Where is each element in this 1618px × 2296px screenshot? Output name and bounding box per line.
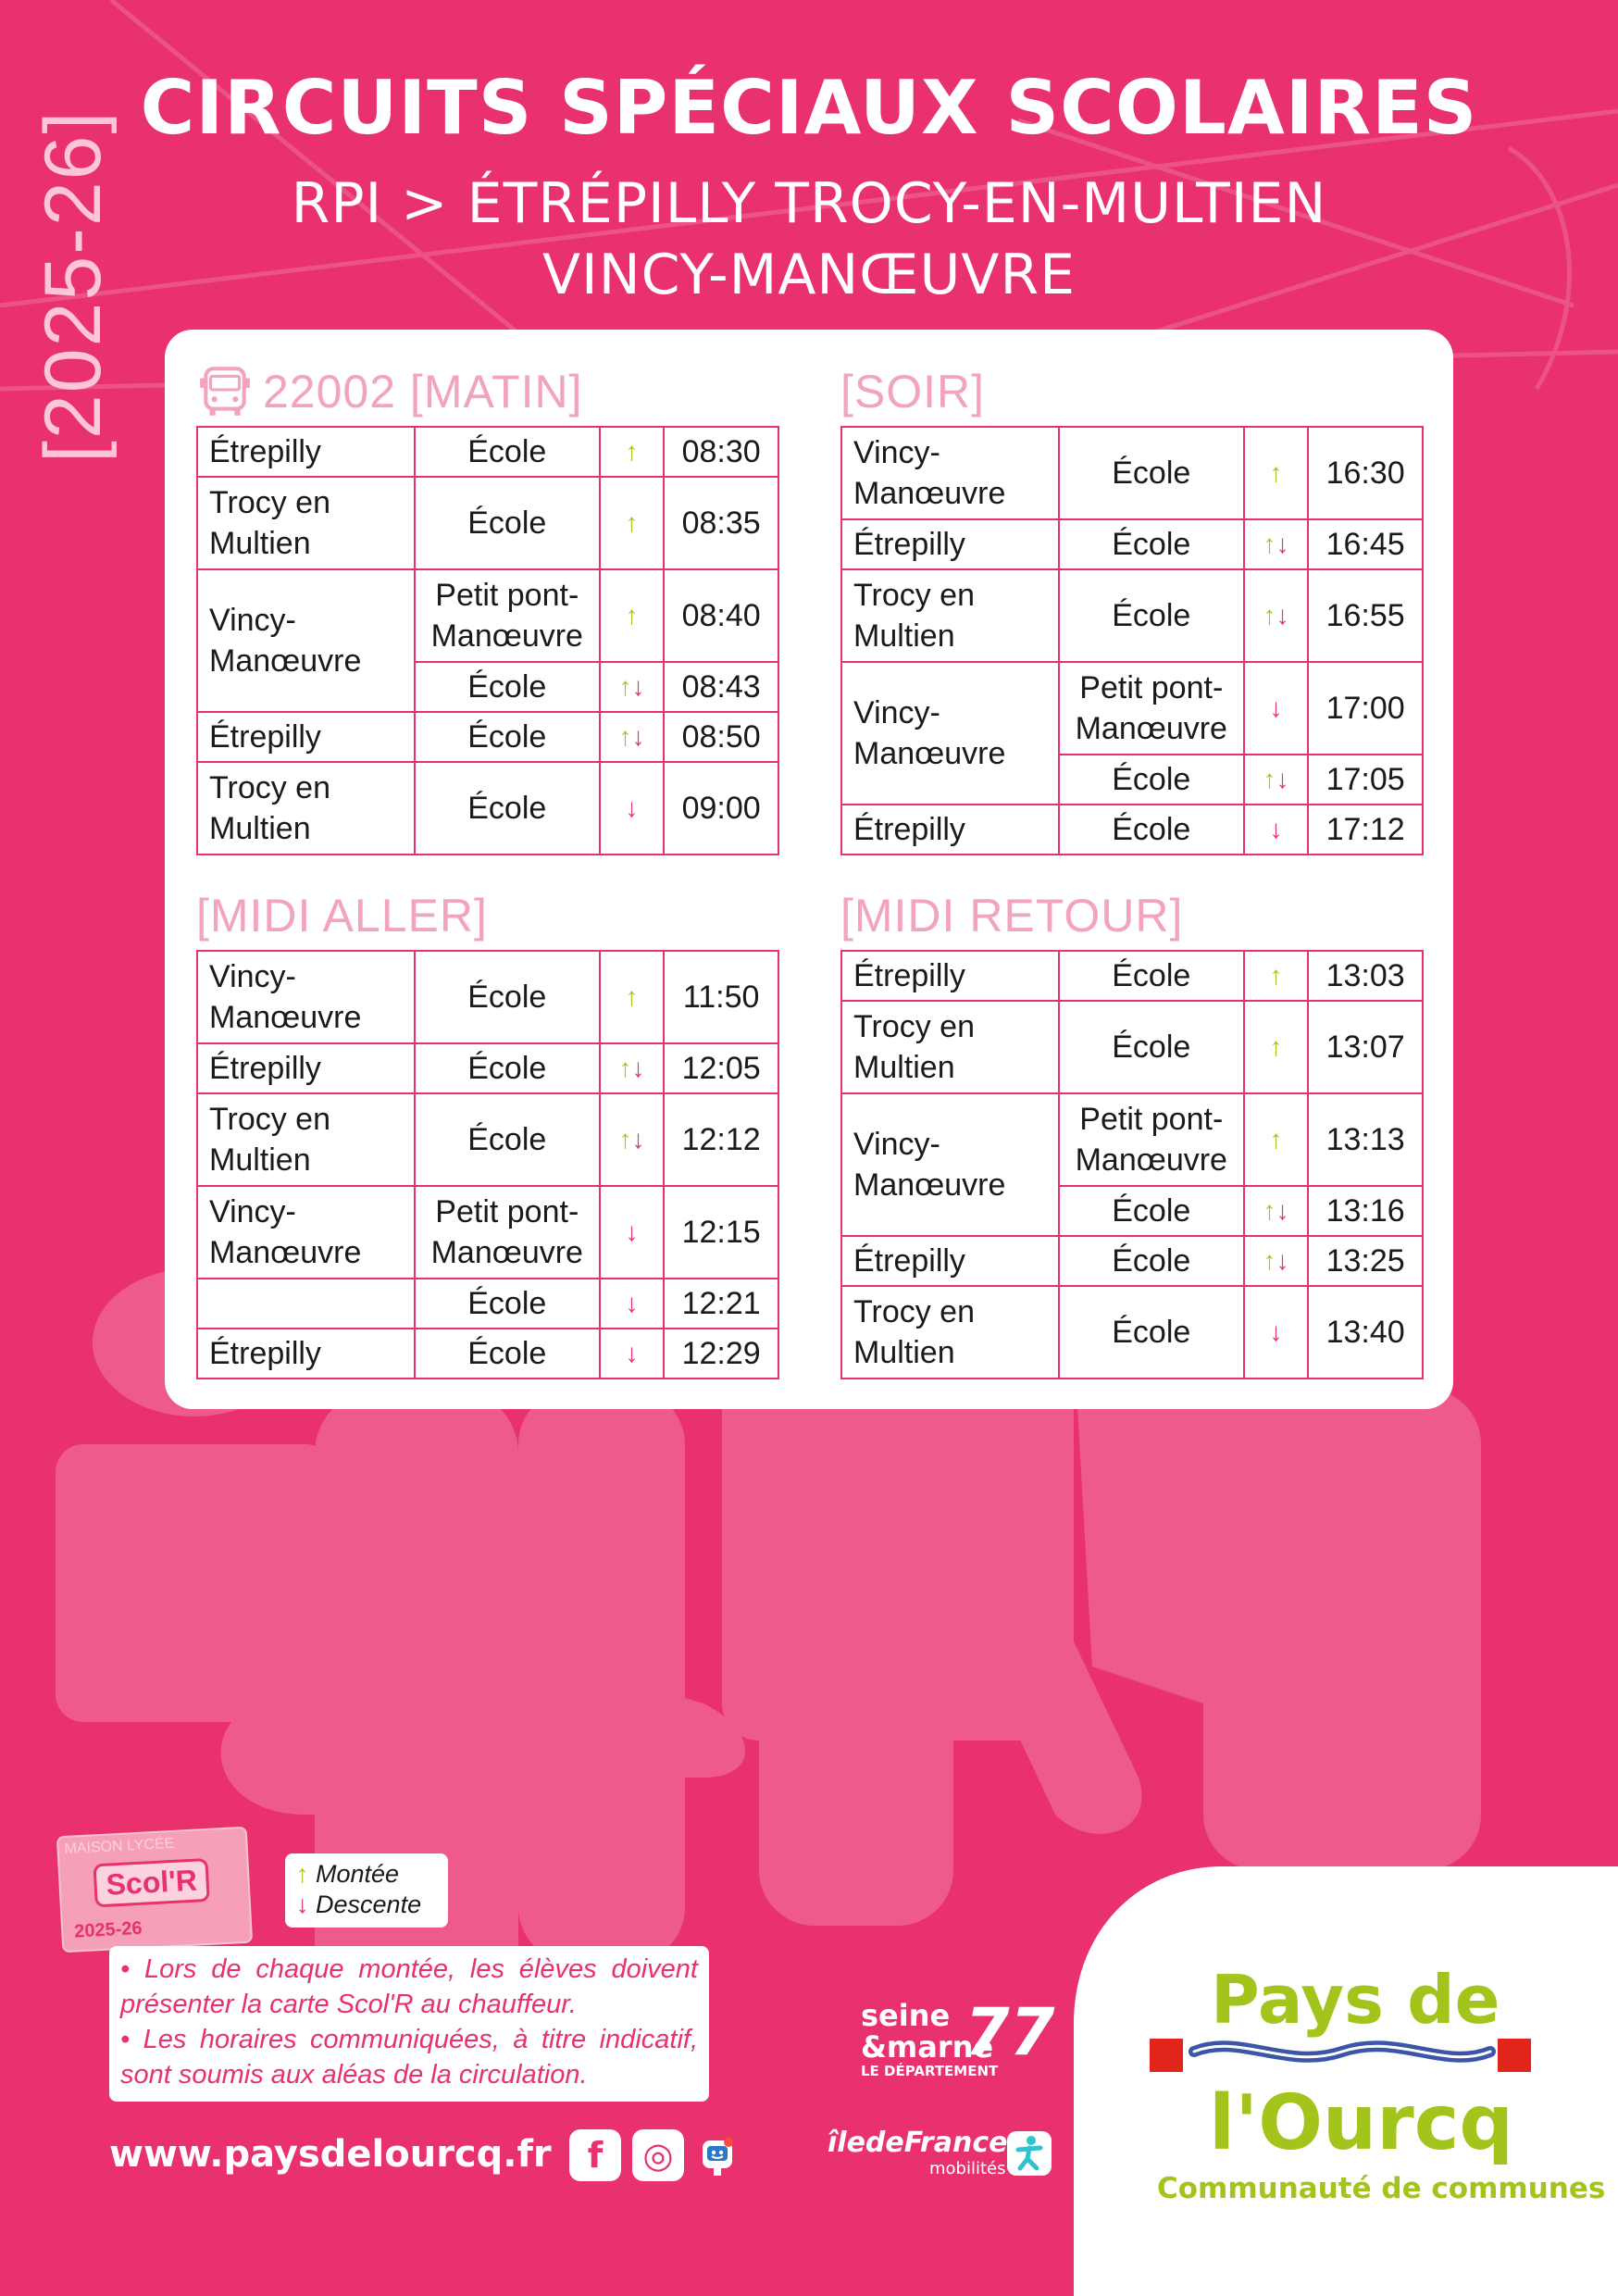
time-cell: 12:15 <box>664 1186 778 1279</box>
table-row <box>841 519 1423 569</box>
table-row <box>197 1279 778 1329</box>
chat-icon[interactable] <box>699 2135 736 2177</box>
down-arrow-icon: ↓ <box>1276 601 1289 630</box>
city-cell: Vincy-Manœuvre <box>197 569 415 712</box>
table-row <box>841 569 1423 662</box>
stop-cell: École <box>415 951 600 1043</box>
page-subtitle-line2: VINCY-MANŒUVRE <box>541 243 1077 307</box>
schedule-card <box>165 330 1453 1409</box>
direction-cell <box>600 1093 665 1186</box>
scolr-logo: Scol'R <box>93 1858 210 1907</box>
direction-cell <box>1244 569 1309 662</box>
stop-cell: École <box>1059 1286 1244 1379</box>
time-cell: 13:16 <box>1308 1186 1423 1236</box>
stop-cell: École <box>1059 951 1244 1001</box>
year-tag: [2025-26] <box>29 109 118 463</box>
table-row <box>841 951 1423 1001</box>
stop-cell: École <box>1059 569 1244 662</box>
city-cell: Étrepilly <box>841 805 1059 855</box>
up-arrow-icon: ↑ <box>625 982 639 1011</box>
instagram-icon[interactable]: ◎ <box>632 2129 684 2181</box>
down-arrow-icon: ↓ <box>1276 1196 1289 1225</box>
down-arrow-icon: ↓ <box>625 1217 639 1246</box>
schedule-title: [SOIR] <box>840 366 986 418</box>
stop-cell: École <box>415 477 600 569</box>
up-arrow-icon: ↑ <box>1269 961 1283 990</box>
down-arrow-icon: ↓ <box>1269 693 1283 722</box>
legend-up-label: Montée <box>316 1860 400 1888</box>
page-title: CIRCUITS SPÉCIAUX SCOLAIRES <box>140 65 1478 151</box>
time-cell: 08:43 <box>664 662 778 712</box>
down-arrow-icon: ↓ <box>1276 530 1289 558</box>
direction-cell <box>600 1279 665 1329</box>
direction-cell <box>1244 1236 1309 1286</box>
table-row <box>197 1329 778 1379</box>
time-cell: 08:50 <box>664 712 778 762</box>
table-row <box>197 569 778 662</box>
direction-cell <box>600 477 665 569</box>
up-arrow-icon: ↑ <box>1263 765 1276 793</box>
stop-cell: École <box>1059 1236 1244 1286</box>
direction-cell <box>1244 662 1309 755</box>
up-arrow-icon: ↑ <box>625 601 639 630</box>
down-arrow-icon: ↓ <box>631 1054 645 1082</box>
time-cell: 12:05 <box>664 1043 778 1093</box>
facebook-icon[interactable]: f <box>569 2129 621 2181</box>
up-arrow-icon: ↑ <box>1269 1032 1283 1061</box>
stop-cell: Petit pont-Manœuvre <box>1059 1093 1244 1186</box>
direction-cell <box>600 1186 665 1279</box>
city-cell: Vincy-Manœuvre <box>197 1186 415 1279</box>
time-cell: 09:00 <box>664 762 778 855</box>
city-cell: Trocy en Multien <box>841 1001 1059 1093</box>
up-arrow-icon: ↑ <box>1269 458 1283 487</box>
up-arrow-icon: ↑ <box>1269 1125 1283 1154</box>
stop-cell: École <box>415 1093 600 1186</box>
down-arrow-icon: ↓ <box>631 672 645 701</box>
up-arrow-icon: ↑ <box>618 1125 632 1154</box>
bus-icon <box>196 363 254 420</box>
seine-logo-line1: seine <box>861 1998 951 2033</box>
direction-cell <box>600 712 665 762</box>
legend-down-label: Descente <box>316 1890 422 1918</box>
stop-cell: École <box>1059 427 1244 519</box>
time-cell: 12:12 <box>664 1093 778 1186</box>
direction-cell <box>1244 1186 1309 1236</box>
seine-logo-line2: &marne <box>861 2029 994 2065</box>
time-cell: 13:25 <box>1308 1236 1423 1286</box>
seine-et-marne-logo <box>861 1994 1055 2079</box>
stop-cell: École <box>1059 805 1244 855</box>
stop-cell: École <box>1059 1001 1244 1093</box>
table-row <box>841 1236 1423 1286</box>
time-cell: 12:29 <box>664 1329 778 1379</box>
brand-title-line1: Pays de <box>1211 1961 1500 2039</box>
table-row <box>197 951 778 1043</box>
city-cell: Étrepilly <box>197 427 415 477</box>
time-cell: 08:35 <box>664 477 778 569</box>
schedule-heading <box>840 881 1424 950</box>
schedule-table <box>840 950 1424 1379</box>
time-cell: 08:30 <box>664 427 778 477</box>
table-row <box>841 427 1423 519</box>
table-row <box>841 1093 1423 1186</box>
time-cell: 17:00 <box>1308 662 1423 755</box>
direction-cell <box>600 762 665 855</box>
brand-title-line2: l'Ourcq <box>1209 2079 1514 2167</box>
city-cell: Vincy-Manœuvre <box>197 951 415 1043</box>
direction-cell <box>1244 1286 1309 1379</box>
up-arrow-icon: ↑ <box>1263 601 1276 630</box>
direction-cell <box>600 427 665 477</box>
city-cell <box>197 1279 415 1329</box>
schedule-midi-retour <box>840 881 1424 1379</box>
table-row <box>841 662 1423 755</box>
stop-cell: École <box>1059 755 1244 805</box>
schedule-title: 22002 [MATIN] <box>263 366 583 418</box>
time-cell: 16:45 <box>1308 519 1423 569</box>
table-row <box>841 805 1423 855</box>
time-cell: 17:05 <box>1308 755 1423 805</box>
stop-cell: École <box>1059 519 1244 569</box>
schedule-title: [MIDI ALLER] <box>196 890 488 942</box>
schedule-heading <box>840 357 1424 426</box>
up-arrow-icon: ↑ <box>1263 530 1276 558</box>
down-arrow-icon: ↓ <box>296 1890 309 1918</box>
down-arrow-icon: ↓ <box>631 722 645 751</box>
stop-cell: École <box>415 1329 600 1379</box>
direction-cell <box>1244 951 1309 1001</box>
down-arrow-icon: ↓ <box>1269 1317 1283 1346</box>
direction-cell <box>1244 755 1309 805</box>
schedule-heading <box>196 357 779 426</box>
table-row <box>197 477 778 569</box>
stop-cell: École <box>1059 1186 1244 1236</box>
city-cell: Vincy-Manœuvre <box>841 427 1059 519</box>
up-arrow-icon: ↑ <box>625 508 639 537</box>
seine-logo-number: 77 <box>965 1994 1055 2070</box>
page-subtitle-line1: RPI > ÉTRÉPILLY TROCY-EN-MULTIEN <box>291 171 1327 236</box>
stop-cell: Petit pont-Manœuvre <box>1059 662 1244 755</box>
scolr-card-bg-text: MAISON LYCÉE <box>64 1835 175 1858</box>
city-cell: Trocy en Multien <box>841 569 1059 662</box>
stop-cell: École <box>415 662 600 712</box>
down-arrow-icon: ↓ <box>625 1289 639 1317</box>
direction-cell <box>600 1043 665 1093</box>
direction-cell <box>1244 427 1309 519</box>
direction-cell <box>600 951 665 1043</box>
up-arrow-icon: ↑ <box>296 1860 309 1888</box>
idf-person-icon <box>1007 2131 1052 2176</box>
stop-cell: École <box>415 1043 600 1093</box>
city-cell: Étrepilly <box>841 519 1059 569</box>
time-cell: 13:07 <box>1308 1001 1423 1093</box>
schedule-table <box>196 950 779 1379</box>
time-cell: 13:13 <box>1308 1093 1423 1186</box>
stop-cell: Petit pont-Manœuvre <box>415 1186 600 1279</box>
time-cell: 08:40 <box>664 569 778 662</box>
legend-up <box>296 1859 437 1890</box>
city-cell: Vincy-Manœuvre <box>841 662 1059 805</box>
table-row <box>197 712 778 762</box>
schedule-title: [MIDI RETOUR] <box>840 890 1184 942</box>
note-line-2: • Les horaires communiquées, à titre indicatif, sont soumis aux aléas de la circulation. <box>120 2025 698 2090</box>
seine-logo-line3: LE DÉPARTEMENT <box>861 2063 999 2079</box>
idf-mobilites-logo <box>828 2127 1007 2178</box>
down-arrow-icon: ↓ <box>1276 1246 1289 1275</box>
schedule-matin <box>196 357 779 855</box>
table-row <box>841 1001 1423 1093</box>
up-arrow-icon: ↑ <box>618 1054 632 1082</box>
scolr-year: 2025-26 <box>73 1917 143 1942</box>
direction-cell <box>1244 1093 1309 1186</box>
direction-cell <box>1244 805 1309 855</box>
stop-cell: École <box>415 1279 600 1329</box>
time-cell: 13:03 <box>1308 951 1423 1001</box>
city-cell: Étrepilly <box>197 1329 415 1379</box>
down-arrow-icon: ↓ <box>631 1125 645 1154</box>
time-cell: 11:50 <box>664 951 778 1043</box>
city-cell: Trocy en Multien <box>197 477 415 569</box>
legend <box>285 1853 448 1928</box>
table-row <box>197 1093 778 1186</box>
schedule-midi-aller <box>196 881 779 1379</box>
table-row <box>197 427 778 477</box>
time-cell: 13:40 <box>1308 1286 1423 1379</box>
down-arrow-icon: ↓ <box>625 1339 639 1367</box>
notes-box <box>109 1946 709 2102</box>
table-row <box>197 1186 778 1279</box>
brand-subtitle: Communauté de communes <box>1157 2172 1606 2205</box>
note-line-1: • Lors de chaque montée, les élèves doivent présenter la carte Scol'R au chauffeur. <box>120 1954 698 2019</box>
stop-cell: Petit pont-Manœuvre <box>415 569 600 662</box>
time-cell: 12:21 <box>664 1279 778 1329</box>
schedule-table <box>840 426 1424 855</box>
time-cell: 16:30 <box>1308 427 1423 519</box>
up-arrow-icon: ↑ <box>625 437 639 466</box>
schedule-table <box>196 426 779 855</box>
time-cell: 17:12 <box>1308 805 1423 855</box>
down-arrow-icon: ↓ <box>625 793 639 822</box>
stop-cell: École <box>415 712 600 762</box>
scolr-card-image <box>56 1827 253 1953</box>
up-arrow-icon: ↑ <box>1263 1246 1276 1275</box>
table-row <box>197 1043 778 1093</box>
down-arrow-icon: ↓ <box>1269 815 1283 843</box>
stop-cell: École <box>415 762 600 855</box>
direction-cell <box>1244 1001 1309 1093</box>
city-cell: Étrepilly <box>197 712 415 762</box>
table-row <box>197 762 778 855</box>
direction-cell <box>600 569 665 662</box>
table-row <box>841 1286 1423 1379</box>
idf-logo-line1: îledeFrance <box>828 2127 1008 2159</box>
idf-logo-line2: mobilités <box>928 2159 1006 2178</box>
schedule-heading <box>196 881 779 950</box>
city-cell: Trocy en Multien <box>197 1093 415 1186</box>
direction-cell <box>1244 519 1309 569</box>
stop-cell: École <box>415 427 600 477</box>
city-cell: Étrepilly <box>841 1236 1059 1286</box>
city-cell: Trocy en Multien <box>841 1286 1059 1379</box>
time-cell: 16:55 <box>1308 569 1423 662</box>
city-cell: Trocy en Multien <box>197 762 415 855</box>
up-arrow-icon: ↑ <box>618 722 632 751</box>
legend-down <box>296 1890 437 1920</box>
down-arrow-icon: ↓ <box>1276 765 1289 793</box>
website-link[interactable]: www.paysdelourcq.fr <box>109 2133 552 2176</box>
schedule-soir <box>840 357 1424 855</box>
city-cell: Étrepilly <box>197 1043 415 1093</box>
city-cell: Vincy-Manœuvre <box>841 1093 1059 1236</box>
city-cell: Étrepilly <box>841 951 1059 1001</box>
up-arrow-icon: ↑ <box>618 672 632 701</box>
direction-cell <box>600 662 665 712</box>
up-arrow-icon: ↑ <box>1263 1196 1276 1225</box>
direction-cell <box>600 1329 665 1379</box>
